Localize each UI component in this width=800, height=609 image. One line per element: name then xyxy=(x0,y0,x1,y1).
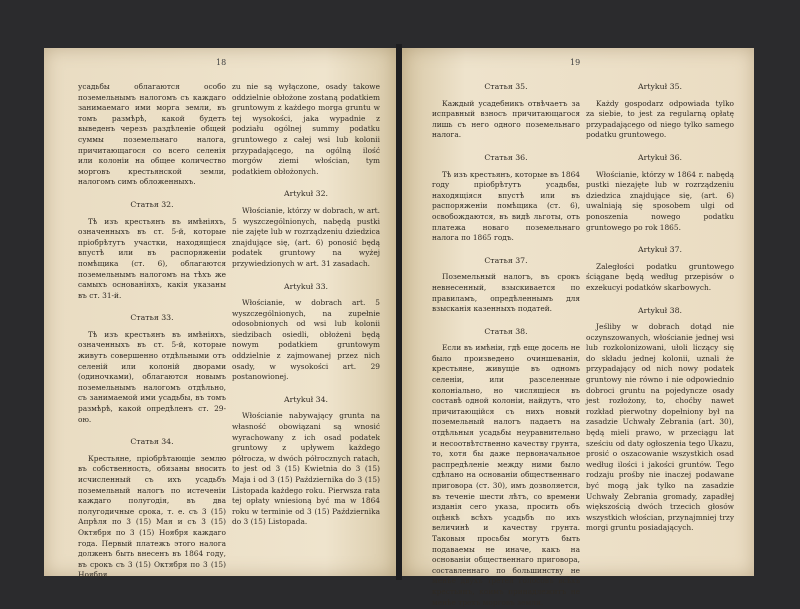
page-number: 18 xyxy=(216,58,227,67)
article-heading: Статья 32. xyxy=(130,199,174,209)
article-heading: Artykuł 36. xyxy=(637,152,683,162)
russian-column xyxy=(432,82,580,608)
article-text: Крестьяне, пріобрѣтающіе землю въ собственность, обязаны вносить исчисленный съ ихъ усадьбъ поземельный налогъ по истеченіи каждаго полугодія, въ два полугодичные срока, т. е. съ 3 (15) Апрѣля по 3 (15) Мая и съ 3 (15) Октября по 3 (15) Ноября каждаго года. Первый платежъ этого налога долженъ быть внесенъ въ 1864 году, въ срокъ съ 3 (15) Октября по 3 (15) Ноября. xyxy=(78,453,226,580)
article-text: Włościanie, którzy w 1864 r. nabędą pustki niezajęte lub w rozrządzeniu dziedzica znajdujące się, (art. 6) uwalniają się sposobem ulgi od ponoszenia nowego podatku gruntowego po rok 1865. xyxy=(586,169,734,232)
polish-column xyxy=(586,82,734,534)
article-text: усадьбы облагаются особо поземельнымъ налогомъ съ каждаго занимаемаго ими морга земли, въ томъ размѣрѣ, какой будетъ выведенъ черезъ раздѣленіе общей суммы поземельнаго налога, причитающагося со всего селенія или колоніи на общее количество морговъ крестьянской земли, налогомъ симъ обложенныхъ. xyxy=(78,82,226,187)
article-heading: Artykuł 35. xyxy=(637,82,683,91)
article-text: Włościanie, w dobrach art. 5 wyszczególnionych, na zupełnie odosobnionych od wsi lub kolonii siedzibach osiedli, obłożeni będą nowym podatkiem gruntowym oddzielnie z zajmowanej przez nich osady, w wysokości art. 29 postanowionej. xyxy=(232,298,380,382)
article-heading: Статья 35. xyxy=(484,82,528,91)
article-heading: Artykuł 32. xyxy=(283,189,329,199)
article-text: Każdy gospodarz odpowiada tylko za siebie, to jest za regularną opłatę przypadającego od niego tylko samego podatku gruntowego. xyxy=(586,98,734,140)
article-text: Jeśliby w dobrach dotąd nie oczynszowanych, włościanie jednej wsi lub rozkolonizowani, ułoli liczący się do składu jednej kolonii, uznali że przypadający od nich nowy podatek gruntowy nie równo i nie odpowiednio dobroci gruntu na pojedyncze osady jest rozłożony, to, choćby nawet rozkład pierwotny dopełniony był na zasadzie Uchwały Zebrania (art. 30), będą mieli prawo, w przeciągu lat sześciu od daty ogłoszenia tego Ukazu, prosić o oszacowanie wszystkich osad według ilości i jakości gruntów. Tego rodzaju prośby nie inaczej podawane być mogą jak tylko na zasadzie Uchwały Zebrania gromady, zapadłej większością dwóch trzecich głosów wszystkich włościan, przynajmniej trzy morgi gruntu posiadających. xyxy=(586,322,734,533)
article-heading: Статья 33. xyxy=(130,313,174,323)
article-heading: Статья 38. xyxy=(484,326,528,336)
article-heading: Artykuł 38. xyxy=(637,305,683,315)
article-heading: Artykuł 37. xyxy=(637,245,683,255)
article-text: zu nie są wyłączone, osady takowe oddzielnie obłożone zostaną podatkiem gruntowym z każdego morga gruntu w tej wysokości, jaka wypadnie z podziału ogólnej summy podatku gruntowego z całej wsi lub kolonii przypadającego, na ogólną ilość morgów ziemi włościan, tym podatkiem obłożonych. xyxy=(232,82,380,176)
article-text: Если въ имѣніи, гдѣ еще досель не было произведено очиншеванія, крестьяне, живущіе въ одномъ селеніи, или разселенные колоніально, но числящіеся въ составѣ одной колоніи, найдутъ, что причитающійся съ нихъ новый поземельный налогъ падаетъ на отдѣльныя усадьбы неуравнительно и несоотвѣтственно качеству грунта, то, хотя бы даже первоначальное распредѣленіе между ними было сдѣлано на основаніи общественнаго приговора (ст. 30), имъ дозволяется, въ теченіе шести лѣтъ, со времени изданія сего указа, просить объ оцѣнкѣ всѣхъ усадьбъ по ихъ величинѣ и качеству грунта. Таковыя просьбы могутъ быть подаваемы не иначе, какъ на основаніи общественнаго приговора, составленнаго по большинству не менѣе двухъ третей голосовъ всѣхъ крестьянъ, коимъ принадлежитъ не менѣе трехъ морговъ земли. xyxy=(432,343,580,607)
article-heading: Artykuł 34. xyxy=(283,394,329,404)
article-text: Тѣ изъ крестьянъ, которые въ 1864 году пріобрѣтутъ усадьбы, находящіяся впустѣ или въ распоряженіи помѣщика (ст. 6), освобождаются, въ видѣ льготы, отъ платежа новаго поземельнаго налога по 1865 годъ. xyxy=(432,169,580,243)
page-number: 19 xyxy=(570,58,581,67)
article-heading: Статья 34. xyxy=(130,437,174,447)
article-text: Włościanie nabywający grunta na własność obowiązani są wnosić wyrachowany z ich osad podatek gruntowy z upływem każdego półrocza, w dwóch półrocznych ratach, to jest od 3 (15) Kwietnia do 3 (15) Maja i od 3 (15) Października do 3 (15) Listopada każdego roku. Pierwsza rata tej opłaty wniesioną być ma w 1864 roku w terminie od 3 (15) Października do 3 (15) Listopada. xyxy=(232,411,380,527)
article-text: Тѣ изъ крестьянъ въ имѣніяхъ, означенныхъ въ ст. 5-й, которые пріобрѣтутъ участки, находящіеся впустѣ или въ распоряженіи помѣщика (ст. 6), облагаются поземельнымъ налогомъ на тѣхъ же самыхъ основаніяхъ, какія указаны въ ст. 31-й. xyxy=(78,216,226,300)
article-heading: Статья 36. xyxy=(484,152,528,162)
polish-column xyxy=(232,82,380,528)
article-text: Каждый усадебникъ отвѣчаетъ за исправный взносъ причитающагося лишь съ него одного поземельнаго налога. xyxy=(432,98,580,140)
article-text: Włościanie, którzy w dobrach, w art. 5 wyszczególnionych, nabędą pustki nie zajęte lub w rozrządzeniu dziedzica znajdujące się, (art. 6) ponosić będą podatek gruntowy na wyżej przywiedzionych w art. 31 zasadach. xyxy=(232,205,380,268)
article-text: Поземельный налогъ, въ срокъ невнесенный, взыскивается по правиламъ, опредѣленнымъ для взысканія казенныхъ податей. xyxy=(432,272,580,314)
article-heading: Artykuł 33. xyxy=(283,281,329,291)
left-page xyxy=(44,48,396,580)
right-page xyxy=(402,48,754,607)
russian-column xyxy=(78,82,226,581)
article-heading: Статья 37. xyxy=(484,255,528,265)
article-text: Тѣ изъ крестьянъ въ имѣніяхъ, означенныхъ въ ст. 5-й, которые живутъ совершенно отдѣльными отъ селеній или колоній дворами (одиночками), облагаются новымъ поземельнымъ налогомъ отдѣльно, съ занимаемой ими усадьбы, въ томъ размѣрѣ, какой опредѣленъ ст. 29-ою. xyxy=(78,329,226,424)
article-text: Zaległości podatku gruntowego ściągane będą według przepisów o exzekucyi podatków skarbowych. xyxy=(586,261,734,292)
